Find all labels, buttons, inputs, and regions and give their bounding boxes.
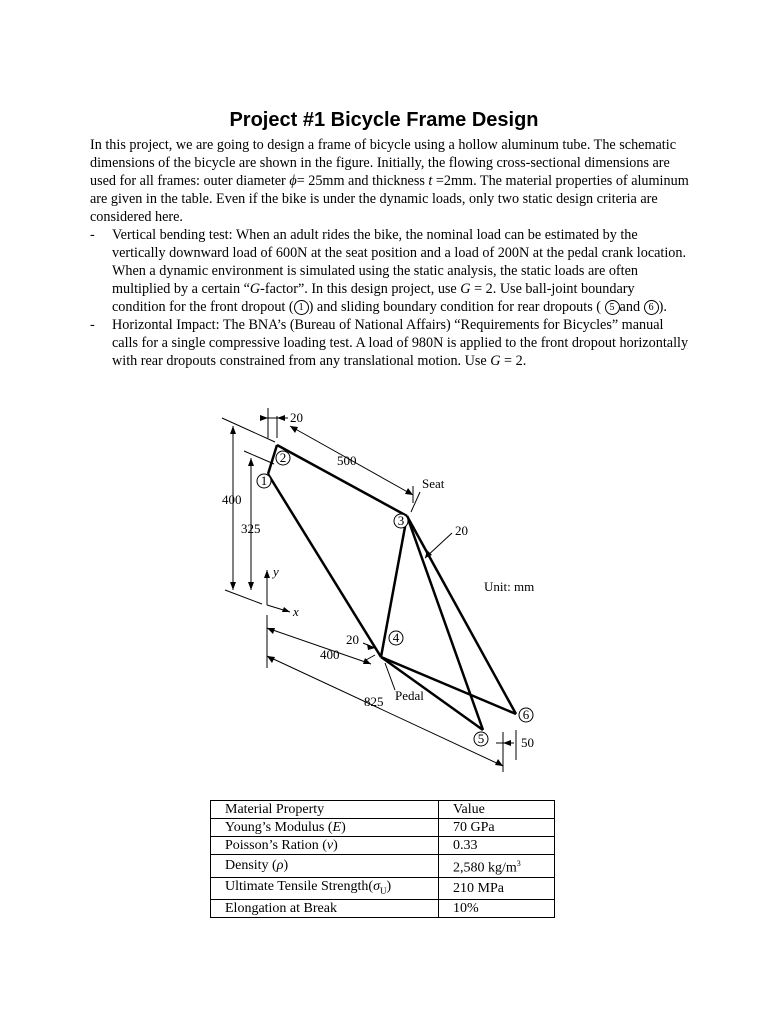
- node-5-label: 5: [477, 731, 485, 746]
- property-text: Young’s Modulus (: [225, 820, 333, 835]
- intro-paragraph: [90, 136, 690, 226]
- thickness-symbol: t: [428, 173, 433, 189]
- property-symbol: ν: [326, 838, 334, 853]
- table-row: [211, 900, 555, 918]
- bullet-dash: -: [90, 227, 95, 243]
- bullet-text: ).: [658, 299, 667, 315]
- ext-line: [244, 451, 274, 464]
- table-row: [211, 877, 555, 900]
- table-row: [211, 855, 555, 878]
- subscript: U: [379, 885, 387, 896]
- table-cell: [211, 877, 439, 900]
- table-header-cell: Value: [439, 801, 555, 819]
- property-text: ): [283, 858, 289, 874]
- material-properties-table: [210, 800, 555, 918]
- criteria-list: [90, 226, 690, 370]
- dim-20-mid-b: [366, 655, 375, 660]
- frame-seat-stay-6: [407, 516, 516, 714]
- property-text: Density (: [225, 858, 277, 874]
- table-row: [211, 819, 555, 837]
- property-text: Ultimate Tensile Strength(: [225, 878, 374, 894]
- ext-line: [222, 418, 275, 442]
- bullet-text: and: [619, 299, 644, 315]
- node-1-label: 1: [260, 473, 268, 488]
- phi-symbol: ϕ: [289, 173, 297, 189]
- dim-500-label: 500: [337, 453, 357, 468]
- node-2-label: 2: [279, 450, 287, 465]
- table-cell: [211, 837, 439, 855]
- property-text: Poisson’s Ration (: [225, 838, 327, 853]
- property-text: ): [386, 878, 392, 894]
- intro-text-3: =2mm. The material properties of aluminum are given in the table. Even if the bike is under the dynamic loads, only two static design criteria are considered here.: [90, 173, 689, 225]
- bullet-dash: -: [90, 317, 95, 333]
- bicycle-frame-figure: [200, 400, 560, 780]
- bullet-text: = 2.: [500, 353, 527, 369]
- dim-825-label: 825: [364, 694, 384, 709]
- property-text: ): [341, 820, 346, 835]
- frame-down-tube: [268, 474, 381, 657]
- dim-20-right-label: 20: [455, 523, 468, 538]
- dim-50-label: 50: [521, 735, 534, 750]
- node-6-marker: 6: [644, 300, 659, 315]
- node-6-label: 6: [522, 707, 530, 722]
- property-text: ): [333, 838, 338, 853]
- node-1-marker: 1: [294, 300, 309, 315]
- g-symbol: G: [490, 353, 501, 369]
- table-cell: [211, 819, 439, 837]
- seat-label: Seat: [422, 476, 445, 491]
- list-item: [90, 316, 690, 370]
- dim-20-mid-label: 20: [346, 632, 359, 647]
- node-3-label: 3: [397, 513, 405, 528]
- y-axis-label: y: [273, 564, 279, 579]
- dim-400-bottom-label: 400: [320, 647, 340, 662]
- node-4-label: 4: [392, 630, 400, 645]
- node-5-marker: 5: [605, 300, 620, 315]
- bullet-text: -factor”. In this design project, use: [260, 281, 461, 297]
- table-row: [211, 837, 555, 855]
- property-value: 2,580 kg/m: [453, 860, 517, 876]
- property-symbol: E: [332, 820, 342, 835]
- page-title: Project #1 Bicycle Frame Design: [229, 109, 539, 131]
- list-item: [90, 226, 690, 316]
- dim-825: [267, 656, 503, 766]
- intro-text-2: = 25mm and thickness: [296, 173, 429, 189]
- property-symbol: ρ: [276, 858, 284, 874]
- table-cell: 0.33: [439, 837, 555, 855]
- g-symbol: G: [249, 281, 261, 297]
- pedal-label: Pedal: [395, 688, 424, 703]
- table-header-row: [211, 801, 555, 819]
- bullet-text: Horizontal Impact: The BNA’s (Bureau of National Affairs) “Requirements for Bicycles” manual calls for a single compressive loading test. A load of 980N is applied to the front dropout horizontally with rear dropouts constrained from any translational motion. Use: [112, 317, 689, 369]
- table-cell: 10%: [439, 900, 555, 918]
- bullet-text: = 2. Use ball-joint boundary condition for the front dropout (: [112, 281, 635, 315]
- table-header-cell: Material Property: [211, 801, 439, 819]
- g-symbol: G: [460, 281, 471, 297]
- table-cell: Elongation at Break: [211, 900, 439, 918]
- table-cell: [211, 855, 439, 878]
- superscript: 3: [516, 859, 521, 868]
- dim-325-label: 325: [241, 521, 261, 536]
- bullet-text: Vertical bending test: When an adult rides the bike, the nominal load can be estimated by the vertically downward load of 600N at the seat position and a load of 200N at the pedal crank location. When a dynamic environment is simulated using the static analysis, the static loads are often multiplied by a certain “: [112, 227, 687, 297]
- x-axis-label: x: [293, 604, 299, 619]
- dim-400-left-label: 400: [222, 492, 242, 507]
- intro-text-1: In this project, we are going to design a frame of bicycle using a hollow aluminum tube. The schematic dimensions of the bicycle are shown in the figure. Initially, the flowing cross-sectional dimensions are used for all frames: outer diameter: [90, 137, 676, 189]
- frame-head-tube: [268, 445, 277, 474]
- unit-label: Unit: mm: [484, 579, 535, 594]
- property-symbol: σ: [373, 878, 380, 894]
- ext-line: [225, 590, 262, 604]
- table-cell: 210 MPa: [439, 877, 555, 900]
- bullet-text: ) and sliding boundary condition for rear dropouts (: [308, 299, 605, 315]
- table-cell: 70 GPa: [439, 819, 555, 837]
- table-cell: [439, 855, 555, 878]
- dim-20-top-label: 20: [290, 410, 303, 425]
